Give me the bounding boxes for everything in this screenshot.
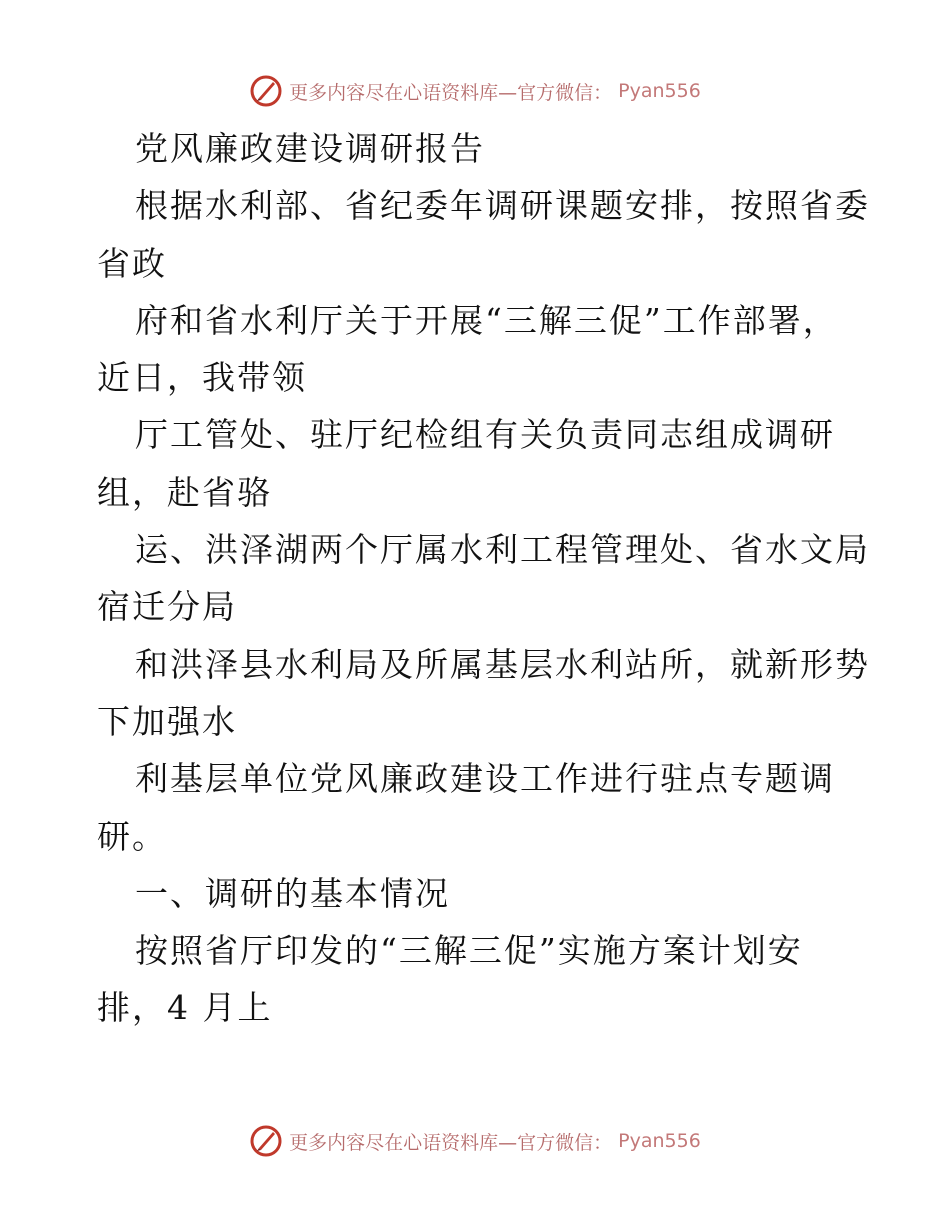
text-line: 近日，我带领 [97,358,307,398]
text-line: 省政 [97,243,167,283]
quill-pen-logo-icon [249,74,283,108]
text-line: 利基层单位党风廉政建设工作进行驻点专题调 [135,759,835,799]
document-body [97,120,870,1037]
watermark-wechat-id: Pyan556 [618,80,701,102]
document-title: 党风廉政建设调研报告 [135,129,485,168]
text-line: 和洪泽县水利局及所属基层水利站所，就新形势 [135,644,870,684]
footer-watermark [0,1124,950,1158]
quill-pen-logo-icon [249,1124,283,1158]
header-watermark [0,74,950,108]
watermark-text: 更多内容尽在心语资料库—官方微信： [289,1131,613,1154]
text-line: 下加强水 [97,701,237,741]
text-line: 按照省厅印发的“三解三促”实施方案计划安 [135,931,803,971]
text-line: 组，赴省骆 [97,472,272,512]
text-line: 府和省水利厅关于开展“三解三促”工作部署， [135,300,838,340]
text-line: 运、洪泽湖两个厅属水利工程管理处、省水文局 [135,530,870,570]
text-line: 根据水利部、省纪委年调研课题安排，按照省委 [135,186,870,226]
watermark-text: 更多内容尽在心语资料库—官方微信： [289,81,613,104]
text-line: 排，4 月上 [97,988,273,1028]
text-line: 研。 [97,816,167,856]
text-line: 宿迁分局 [97,587,237,627]
section-heading: 一、调研的基本情况 [135,873,450,913]
text-line: 厅工管处、驻厅纪检组有关负责同志组成调研 [135,415,835,455]
watermark-wechat-id: Pyan556 [618,1130,701,1152]
